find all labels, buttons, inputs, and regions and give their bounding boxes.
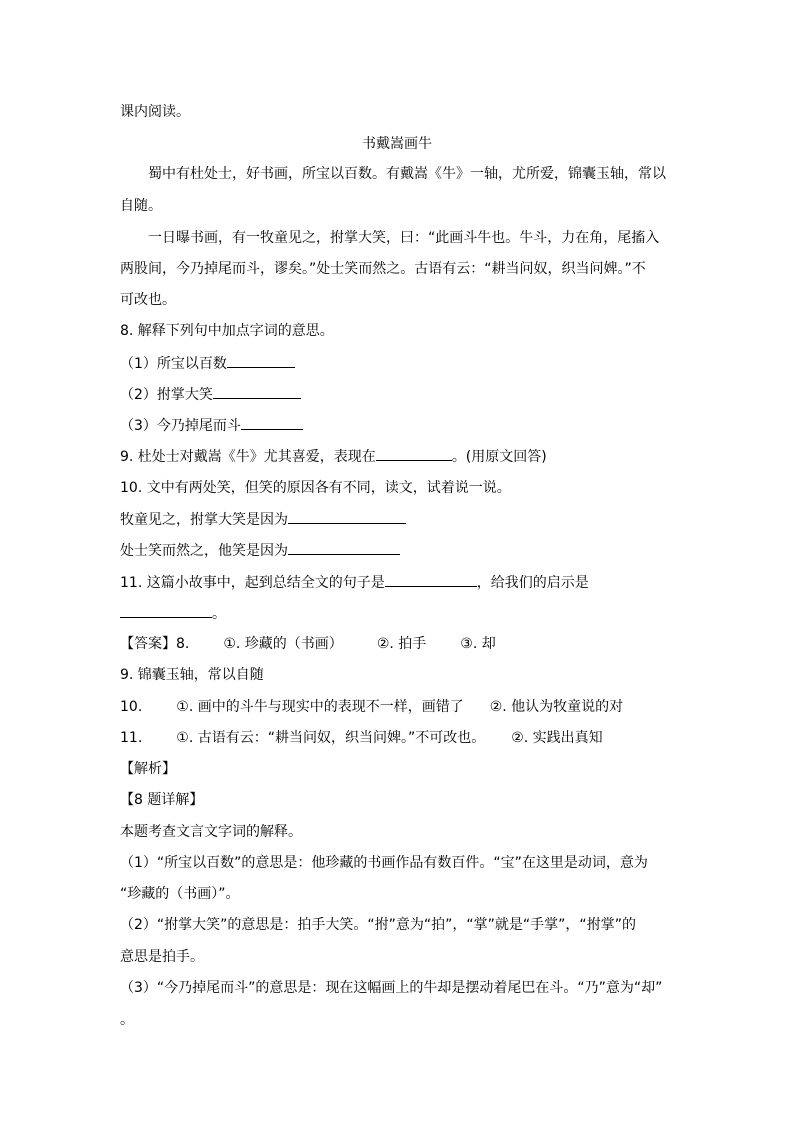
explanation-line: “珍藏的（书画）”。 bbox=[120, 886, 240, 902]
question-text: ，给我们的启示是 bbox=[476, 575, 589, 591]
answer-number: 11. bbox=[120, 730, 143, 746]
answer-blank[interactable] bbox=[227, 353, 295, 368]
analysis-heading: 【解析】 bbox=[120, 761, 176, 777]
explanation-line: （1）“所宝以百数”的意思是：他珍藏的书画作品有数百件。“宝”在这里是动词，意为 bbox=[120, 855, 648, 871]
question-text: （1）所宝以百数 bbox=[120, 356, 227, 372]
answer-number: 10. bbox=[120, 699, 143, 715]
answer-blank[interactable] bbox=[213, 384, 301, 399]
explanation-line: 本题考查文言文字词的解释。 bbox=[120, 824, 302, 840]
question-text: （2）拊掌大笑 bbox=[120, 387, 213, 403]
explanation-line: 。 bbox=[120, 1012, 134, 1028]
answer-text: ①. 画中的斗牛与现实中的表现不一样，画错了 bbox=[176, 699, 464, 715]
answer-blank[interactable] bbox=[376, 446, 452, 461]
answer-blank[interactable] bbox=[288, 540, 400, 555]
question-8-item bbox=[120, 384, 301, 405]
answer-text: ①. 古语有云：“耕当问奴，织当问婢。”不可改也。 bbox=[176, 730, 486, 746]
question-10: 10. 文中有两处笑，但笑的原因各有不同，读文，试着说一说。 bbox=[120, 480, 511, 496]
answer-10 bbox=[120, 697, 623, 717]
question-10-item bbox=[120, 540, 400, 561]
question-text: 处士笑而然之，他笑是因为 bbox=[120, 543, 288, 559]
question-text: 9. 杜处士对戴嵩《牛》尤其喜爱，表现在 bbox=[120, 449, 376, 465]
explanation-line: （3）“今乃掉尾而斗”的意思是：现在这幅画上的牛却是摆动着尾巴在斗。“乃”意为“却” bbox=[120, 980, 663, 996]
question-10-item bbox=[120, 509, 406, 530]
answer-8 bbox=[120, 634, 496, 654]
question-8-item bbox=[120, 353, 295, 374]
passage-line: 蜀中有杜处士，好书画，所宝以百数。有戴嵩《牛》一轴，尤所爱，锦囊玉轴，常以 bbox=[148, 166, 666, 182]
question-11 bbox=[120, 572, 589, 593]
passage-line: 一日曝书画，有一牧童见之，拊掌大笑，曰：“此画斗牛也。牛斗，力在角，尾搐入 bbox=[148, 230, 660, 246]
question-8-item bbox=[120, 415, 303, 436]
answer-text: ③. 却 bbox=[460, 636, 496, 652]
answer-9: 9. 锦囊玉轴，常以自随 bbox=[120, 667, 264, 683]
answer-label: 【答案】8. bbox=[120, 636, 190, 652]
detail-heading: 【8 题详解】 bbox=[120, 792, 204, 808]
passage-title: 书戴嵩画牛 bbox=[362, 136, 432, 152]
passage-line: 自随。 bbox=[120, 198, 162, 214]
question-text: 牧童见之，拊掌大笑是因为 bbox=[120, 512, 288, 528]
answer-text: ②. 他认为牧童说的对 bbox=[489, 699, 624, 715]
answer-blank[interactable] bbox=[120, 603, 212, 618]
question-8: 8. 解释下列句中加点字词的意思。 bbox=[120, 323, 334, 339]
answer-blank[interactable] bbox=[241, 415, 303, 430]
question-text: 。 bbox=[212, 606, 226, 622]
passage-line: 可改也。 bbox=[120, 292, 176, 308]
question-text: 11. 这篇小故事中，起到总结全文的句子是 bbox=[120, 575, 385, 591]
explanation-line: （2）“拊掌大笑”的意思是：拍手大笑。“拊”意为“拍”，“掌”就是“手掌”，“拊掌”的 bbox=[120, 917, 636, 933]
answer-text: ②. 实践出真知 bbox=[511, 730, 603, 746]
answer-text: ①. 珍藏的（书画） bbox=[223, 636, 343, 652]
answer-blank[interactable] bbox=[288, 509, 406, 524]
passage-line: 两股间，今乃掉尾而斗，谬矣。”处士笑而然之。古语有云：“耕当问奴，织当问婢。”不 bbox=[120, 261, 646, 277]
answer-text: ②. 拍手 bbox=[376, 636, 427, 652]
explanation-line: 意思是拍手。 bbox=[120, 949, 204, 965]
answer-blank[interactable] bbox=[385, 572, 477, 587]
question-9 bbox=[120, 446, 547, 467]
intro-text: 课内阅读。 bbox=[120, 104, 190, 120]
question-11-item bbox=[120, 603, 226, 624]
question-text: 。(用原文回答) bbox=[451, 449, 547, 465]
answer-11 bbox=[120, 728, 603, 748]
question-text: （3）今乃掉尾而斗 bbox=[120, 418, 241, 434]
